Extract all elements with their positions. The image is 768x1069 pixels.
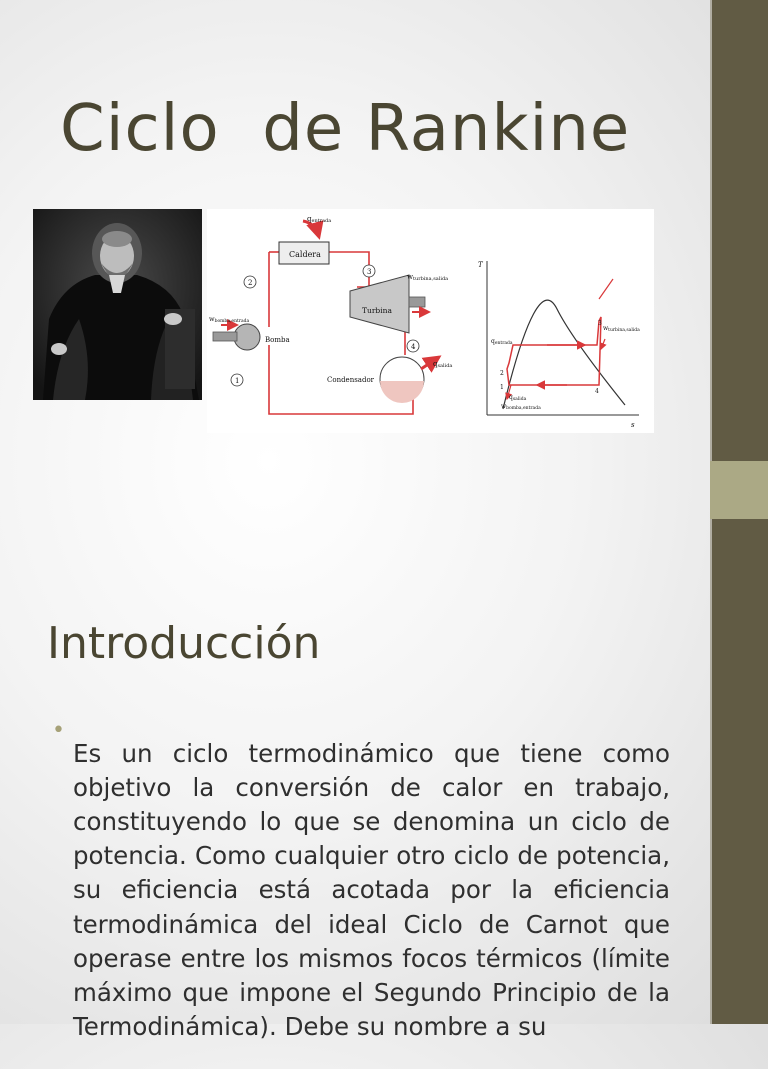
ts-w-turbina-label: wturbina,salida: [603, 325, 640, 333]
rankine-portrait-photo: [33, 209, 202, 400]
turbina-shaft: [409, 297, 425, 307]
ts-state-2: 2: [500, 370, 504, 377]
turbina-label: Turbina: [362, 306, 392, 315]
bullet-item: [52, 712, 670, 1069]
ts-t-label: T: [478, 261, 483, 269]
bullet-point-icon: •: [52, 718, 65, 743]
q-entrada-label: qentrada: [307, 215, 332, 224]
portrait-illustration: [33, 209, 202, 400]
bomba-label: Bomba: [265, 336, 290, 344]
state-3-label: 3: [367, 268, 372, 276]
ts-w-bomba-label: wbomba,entrada: [501, 403, 541, 411]
section-heading: Introducción: [47, 618, 321, 669]
rankine-cycle-diagram: [207, 209, 654, 433]
slide-title: Ciclo de Rankine: [60, 92, 631, 166]
bullet-text: Es un ciclo termodinámico que tiene como objetivo la conversión de calor en trabajo, constituyendo lo que se denomina un ciclo de potencia. Como cualquier otro ciclo de potencia, su eficiencia está acotada por la eficiencia termodinámica del ideal Ciclo de Carnot que operase entre los mismos focos térmicos (límite máximo que impone el Segundo Principio de la Termodinámica). Debe su nombre a su: [73, 738, 670, 1042]
ts-state-3: 3: [598, 320, 602, 327]
ts-q-salida-label: qsalida: [509, 394, 527, 402]
rankine-cycle-svg: [207, 209, 654, 433]
state-2-label: 2: [248, 279, 253, 287]
state-4-label: 4: [411, 343, 416, 351]
ts-state-1: 1: [500, 384, 504, 391]
sidebar-accent-block: [710, 461, 768, 519]
ts-q-entrada-label: qentrada: [491, 338, 513, 346]
ts-s-label: s: [631, 421, 635, 429]
ts-state-4: 4: [595, 388, 599, 395]
w-turbina-label: wturbina,salida: [407, 273, 449, 282]
bomba-shape: [234, 324, 260, 350]
condensador-label: Condensador: [327, 376, 375, 384]
w-bomba-label: wbomba,entrada: [209, 315, 250, 324]
bomba-shaft: [213, 332, 237, 341]
state-1-label: 1: [235, 377, 240, 385]
q-salida-label: qsalida: [433, 360, 453, 369]
caldera-label: Caldera: [289, 250, 321, 259]
